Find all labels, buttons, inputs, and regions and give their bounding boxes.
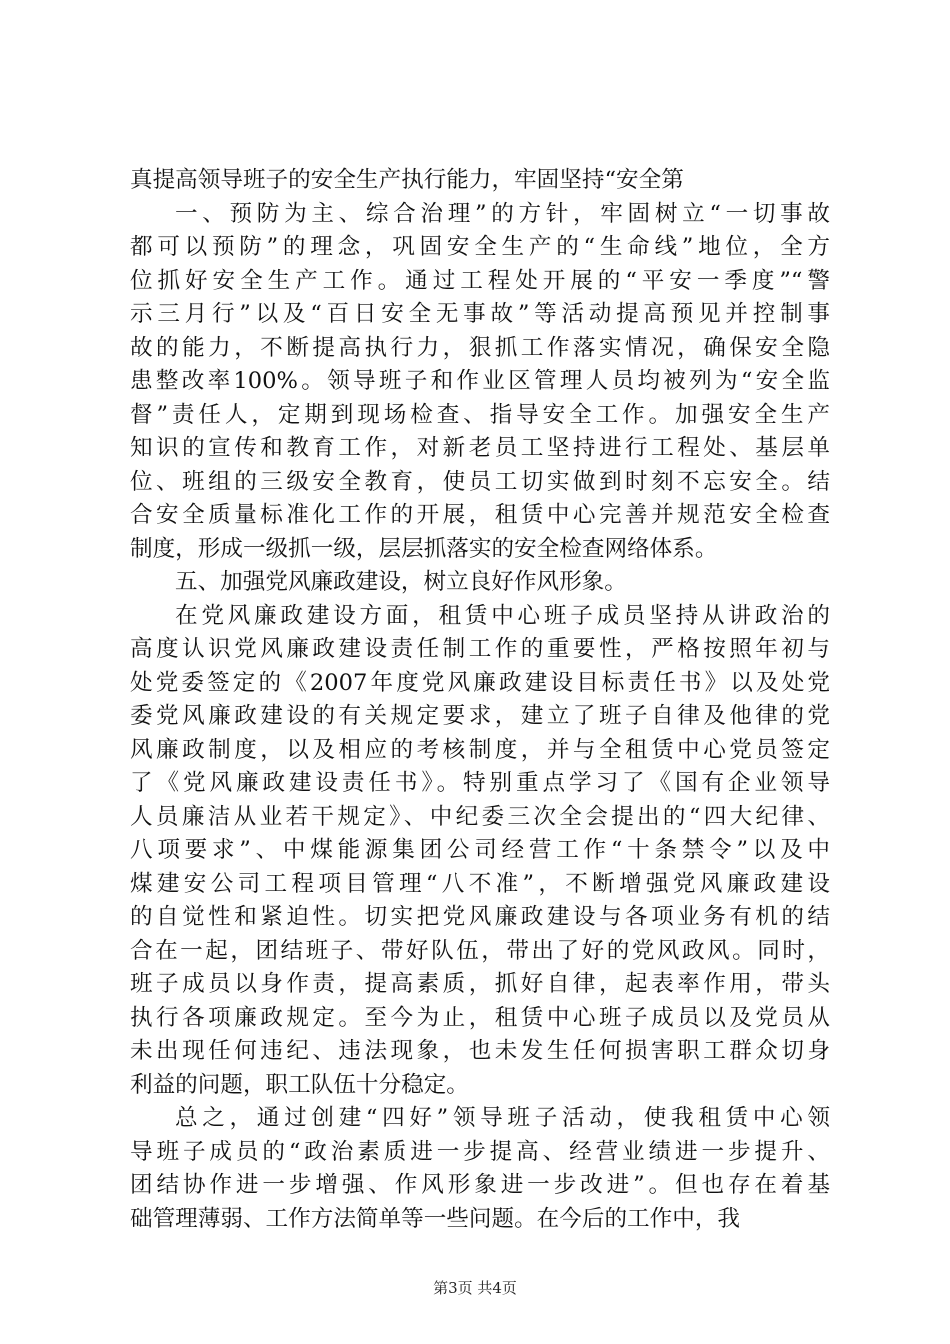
text-line: 了《党风廉政建设责任书》。特别重点学习了《国有企业领导 bbox=[130, 770, 830, 796]
text-line: 总之，通过创建“四好”领导班子活动，使我租赁中心领 bbox=[175, 1105, 830, 1131]
paragraph bbox=[130, 198, 830, 567]
text-line: 示三月行”以及“百日安全无事故”等活动提高预见并控制事 bbox=[130, 301, 830, 327]
text-line: 督”责任人，定期到现场检查、指导安全工作。加强安全生产 bbox=[130, 401, 830, 428]
page-footer: 第3页 共4页 bbox=[433, 1279, 517, 1297]
text-line: 委党风廉政建设的有关规定要求，建立了班子自律及他律的党 bbox=[130, 703, 830, 729]
paragraph bbox=[130, 600, 830, 1103]
text-line: 五、加强党风廉政建设，树立良好作风形象。 bbox=[175, 569, 627, 595]
text-line: 合在一起，团结班子、带好队伍，带出了好的党风政风。同时， bbox=[130, 937, 830, 964]
text-line: 未出现任何违纪、违法现象，也未发生任何损害职工群众切身 bbox=[130, 1038, 830, 1064]
text-line: 人员廉洁从业若干规定》、中纪委三次全会提出的“四大纪律、 bbox=[130, 803, 830, 830]
text-line: 一、预防为主、综合治理”的方针，牢固树立“一切事故 bbox=[175, 200, 830, 227]
text-line: 故的能力，不断提高执行力，狠抓工作落实情况，确保安全隐 bbox=[130, 334, 830, 361]
text-line: 团结协作进一步增强、作风形象进一步改进”。但也存在着基 bbox=[130, 1172, 830, 1198]
text-line: 的自觉性和紧迫性。切实把党风廉政建设与各项业务有机的结 bbox=[130, 904, 830, 930]
text-line: 八项要求”、中煤能源集团公司经营工作“十条禁令”以及中 bbox=[130, 837, 830, 863]
text-line: 在党风廉政建设方面，租赁中心班子成员坚持从讲政治的 bbox=[175, 602, 830, 629]
text-line: 执行各项廉政规定。至今为止，租赁中心班子成员以及党员从 bbox=[130, 1004, 830, 1031]
text-line: 风廉政制度，以及相应的考核制度，并与全租赁中心党员签定 bbox=[130, 736, 830, 763]
text-line: 合安全质量标准化工作的开展，租赁中心完善并规范安全检查 bbox=[130, 502, 830, 528]
paragraph bbox=[130, 1102, 830, 1236]
text-line: 础管理薄弱、工作方法简单等一些问题。在今后的工作中，我 bbox=[130, 1205, 741, 1232]
text-line: 煤建安公司工程项目管理“八不准”，不断增强党风廉政建设 bbox=[130, 870, 830, 897]
paragraph bbox=[130, 566, 830, 600]
text-line: 处党委签定的《2007年度党风廉政建设目标责任书》以及处党 bbox=[130, 669, 830, 696]
text-line: 高度认识党风廉政建设责任制工作的重要性，严格按照年初与 bbox=[130, 636, 830, 662]
text-line: 知识的宣传和教育工作，对新老员工坚持进行工程处、基层单 bbox=[130, 435, 830, 461]
text-line: 班子成员以身作责，提高素质，抓好自律，起表率作用，带头 bbox=[130, 971, 830, 997]
text-line: 制度，形成一级抓一级，层层抓落实的安全检查网络体系。 bbox=[130, 535, 718, 562]
text-line: 导班子成员的“政治素质进一步提高、经营业绩进一步提升、 bbox=[130, 1138, 830, 1165]
paragraph bbox=[130, 164, 830, 198]
text-line: 位抓好安全生产工作。通过工程处开展的“平安一季度”“警 bbox=[130, 267, 830, 294]
document-body bbox=[130, 164, 830, 1236]
text-line: 都可以预防”的理念，巩固安全生产的“生命线”地位，全方 bbox=[130, 234, 830, 260]
text-line: 真提高领导班子的安全生产执行能力，牢固坚持“安全第 bbox=[130, 167, 684, 193]
text-line: 患整改率100%。领导班子和作业区管理人员均被列为“安全监 bbox=[130, 368, 830, 394]
text-line: 位、班组的三级安全教育，使员工切实做到时刻不忘安全。结 bbox=[130, 468, 830, 495]
text-line: 利益的问题，职工队伍十分稳定。 bbox=[130, 1071, 469, 1098]
